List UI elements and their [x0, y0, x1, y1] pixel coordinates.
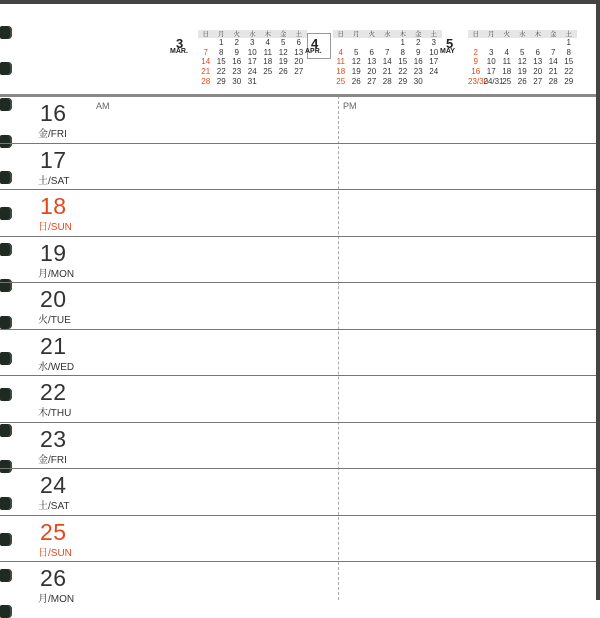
- weekday-label: 土/SAT: [38, 501, 70, 512]
- calendar-date: 24: [247, 67, 257, 77]
- day-number: 18: [40, 193, 67, 219]
- day-row[interactable]: [0, 515, 596, 562]
- calendar-date: 4: [338, 47, 343, 57]
- calendar-date: 9: [234, 47, 239, 57]
- weekday-header-row: [468, 30, 577, 38]
- calendar-date: 21: [201, 67, 211, 77]
- week-row: [198, 76, 307, 86]
- calendar-date: 1: [219, 38, 224, 48]
- calendar-date: 11: [502, 57, 511, 67]
- weekday-header: 火: [368, 30, 375, 38]
- weekday-header-row: [198, 30, 307, 38]
- calendar-date: 10: [429, 47, 439, 57]
- day-number: 21: [40, 332, 67, 359]
- day-row[interactable]: [0, 329, 596, 376]
- calendar-date: 31: [247, 76, 257, 86]
- weekday-header: 土: [295, 30, 302, 38]
- calendar-date: 8: [219, 47, 224, 57]
- week-row: [468, 38, 577, 48]
- calendar-date: 1: [566, 38, 571, 48]
- day-row[interactable]: [0, 375, 596, 422]
- weekday-header: 水: [249, 30, 256, 38]
- calendar-date: 3: [489, 47, 494, 57]
- calendar-date: 25: [336, 76, 346, 86]
- calendar-date: 17: [429, 57, 439, 67]
- week-row: [333, 38, 442, 48]
- calendar-date: 14: [548, 57, 558, 67]
- calendar-date: 21: [548, 67, 558, 77]
- calendar-date: 5: [354, 47, 359, 57]
- weekday-header: 金: [415, 30, 422, 38]
- calendar-date: 19: [278, 57, 288, 67]
- calendar-date: 20: [533, 67, 543, 77]
- calendar-date: 7: [551, 47, 556, 57]
- weekday-label: 金/FRI: [38, 454, 67, 466]
- day-number: 16: [40, 100, 67, 126]
- calendar-date: 5: [281, 38, 286, 48]
- weekday-label: 月/MON: [38, 594, 75, 605]
- calendar-date: 12: [517, 57, 527, 67]
- weekday-label: 水/WED: [38, 361, 75, 373]
- weekday-header: 水: [519, 30, 526, 38]
- calendar-date: 17: [247, 57, 257, 67]
- day-row[interactable]: [0, 561, 596, 608]
- weekday-header: 月: [218, 30, 225, 38]
- weekday-header: 火: [503, 30, 510, 38]
- week-row: [333, 76, 442, 86]
- week-row: [468, 67, 577, 77]
- weekday-label: 日/SUN: [38, 222, 72, 233]
- calendar-date: 23/30: [468, 76, 489, 86]
- calendar-date: 3: [431, 38, 436, 48]
- calendar-date: 22: [564, 67, 574, 77]
- weekday-header: 金: [280, 30, 287, 38]
- day-row[interactable]: [0, 236, 596, 283]
- day-row[interactable]: [0, 422, 596, 469]
- weekday-header: 木: [399, 30, 406, 38]
- calendar-date: 11: [336, 57, 345, 67]
- calendar-date: 10: [486, 57, 496, 67]
- calendar-date: 29: [216, 76, 226, 86]
- day-row[interactable]: [0, 189, 596, 236]
- calendar-date: 20: [367, 67, 377, 77]
- calendar-date: 29: [564, 76, 574, 86]
- planner-header: [0, 4, 596, 94]
- calendar-date: 26: [517, 76, 527, 86]
- calendar-date: 26: [278, 67, 288, 77]
- pm-label: PM: [343, 101, 357, 111]
- calendar-date: 29: [398, 76, 408, 86]
- calendar-date: 4: [504, 47, 509, 57]
- day-number: 24: [40, 472, 67, 498]
- weekday-header: 木: [534, 30, 541, 38]
- page-right-border: [596, 0, 600, 600]
- calendar-date: 25: [263, 67, 273, 77]
- week-row: [198, 57, 307, 67]
- month-abbr: MAR.: [170, 48, 188, 55]
- weekday-label: 日/SUN: [38, 547, 72, 559]
- weekday-header: 木: [264, 30, 271, 38]
- daily-planner: [0, 94, 596, 608]
- calendar-date: 14: [382, 57, 392, 67]
- calendar-date: 28: [548, 76, 558, 86]
- month-grid: [468, 30, 577, 86]
- calendar-date: 1: [400, 38, 405, 48]
- calendar-date: 15: [564, 57, 574, 67]
- weekday-label: 金/FRI: [38, 129, 67, 140]
- week-row: [468, 48, 577, 58]
- month-number: 3: [176, 36, 184, 51]
- calendar-date: 9: [473, 57, 478, 67]
- calendar-date: 22: [398, 67, 408, 77]
- calendar-date: 11: [263, 47, 272, 57]
- calendar-date: 25: [502, 76, 512, 86]
- calendar-date: 13: [367, 57, 377, 67]
- week-row: [468, 76, 577, 86]
- weekday-header: 土: [430, 30, 437, 38]
- calendar-date: 6: [296, 38, 301, 48]
- calendar-date: 16: [413, 57, 423, 67]
- weekday-header: 日: [472, 30, 479, 38]
- calendar-date: 3: [250, 38, 255, 48]
- day-number: 20: [40, 286, 67, 312]
- calendar-date: 22: [216, 67, 226, 77]
- day-row[interactable]: [0, 468, 596, 515]
- calendar-date: 8: [400, 47, 405, 57]
- calendar-date: 17: [486, 67, 496, 77]
- calendar-date: 8: [566, 47, 571, 57]
- calendar-date: 20: [294, 57, 304, 67]
- calendar-date: 15: [398, 57, 408, 67]
- calendar-date: 18: [336, 67, 346, 77]
- weekday-header: 月: [353, 30, 360, 38]
- day-number: 17: [40, 146, 67, 173]
- month-number: 5: [446, 36, 454, 51]
- month-grid: [198, 30, 307, 86]
- weekday-header: 土: [565, 30, 572, 38]
- calendar-date: 27: [367, 76, 377, 86]
- weekday-label: 土/SAT: [38, 175, 70, 187]
- weekday-header: 月: [488, 30, 495, 38]
- day-row[interactable]: [0, 143, 596, 190]
- calendar-date: 28: [382, 76, 392, 86]
- calendar-date: 16: [471, 67, 481, 77]
- calendar-date: 6: [369, 47, 374, 57]
- week-row: [468, 57, 577, 67]
- month-grid: [333, 30, 442, 86]
- day-number: 23: [40, 425, 67, 452]
- weekday-header: 日: [337, 30, 344, 38]
- calendar-date: 14: [201, 57, 211, 67]
- calendar-date: 24/31: [483, 76, 504, 86]
- calendar-date: 23: [413, 67, 423, 77]
- calendar-date: 28: [201, 76, 211, 86]
- weekday-header: 金: [550, 30, 557, 38]
- calendar-date: 18: [263, 57, 273, 67]
- day-row[interactable]: [0, 282, 596, 329]
- calendar-date: 15: [216, 57, 226, 67]
- day-number: 26: [40, 565, 67, 591]
- calendar-date: 2: [234, 38, 239, 48]
- calendar-date: 26: [351, 76, 361, 86]
- week-row: [333, 57, 442, 67]
- calendar-date: 2: [473, 47, 478, 57]
- day-row[interactable]: [0, 94, 596, 143]
- calendar-date: 30: [232, 76, 242, 86]
- calendar-date: 9: [416, 47, 421, 57]
- calendar-date: 7: [385, 47, 390, 57]
- week-row: [198, 38, 307, 48]
- weekday-label: 木/THU: [38, 408, 72, 419]
- weekday-header: 火: [233, 30, 240, 38]
- weekday-header-row: [333, 30, 442, 38]
- calendar-date: 24: [429, 67, 439, 77]
- calendar-date: 23: [232, 67, 242, 77]
- month-abbr: MAY: [440, 48, 455, 55]
- calendar-date: 30: [413, 76, 423, 86]
- calendar-date: 19: [517, 67, 527, 77]
- week-row: [333, 67, 442, 77]
- calendar-date: 16: [232, 57, 242, 67]
- week-row: [198, 67, 307, 77]
- weekday-label: 月/MON: [38, 268, 75, 280]
- calendar-date: 21: [382, 67, 392, 77]
- calendar-date: 5: [520, 47, 525, 57]
- calendar-date: 4: [265, 38, 270, 48]
- day-number: 22: [40, 379, 67, 405]
- month-abbr: APR.: [305, 48, 322, 55]
- calendar-date: 12: [351, 57, 361, 67]
- week-row: [198, 48, 307, 58]
- calendar-date: 6: [535, 47, 540, 57]
- weekday-header: 水: [384, 30, 391, 38]
- calendar-date: 13: [294, 47, 304, 57]
- calendar-date: 27: [533, 76, 543, 86]
- calendar-date: 18: [502, 67, 512, 77]
- week-row: [333, 48, 442, 58]
- calendar-date: 7: [203, 47, 208, 57]
- calendar-date: 27: [294, 67, 304, 77]
- calendar-date: 10: [247, 47, 257, 57]
- day-number: 19: [40, 239, 67, 266]
- am-label: AM: [96, 101, 110, 111]
- day-number: 25: [40, 518, 67, 545]
- calendar-date: 2: [416, 38, 421, 48]
- calendar-date: 12: [278, 47, 288, 57]
- calendar-date: 13: [533, 57, 543, 67]
- weekday-label: 火/TUE: [38, 315, 71, 326]
- weekday-header: 日: [202, 30, 209, 38]
- month-number: 4: [311, 36, 319, 51]
- calendar-date: 19: [351, 67, 361, 77]
